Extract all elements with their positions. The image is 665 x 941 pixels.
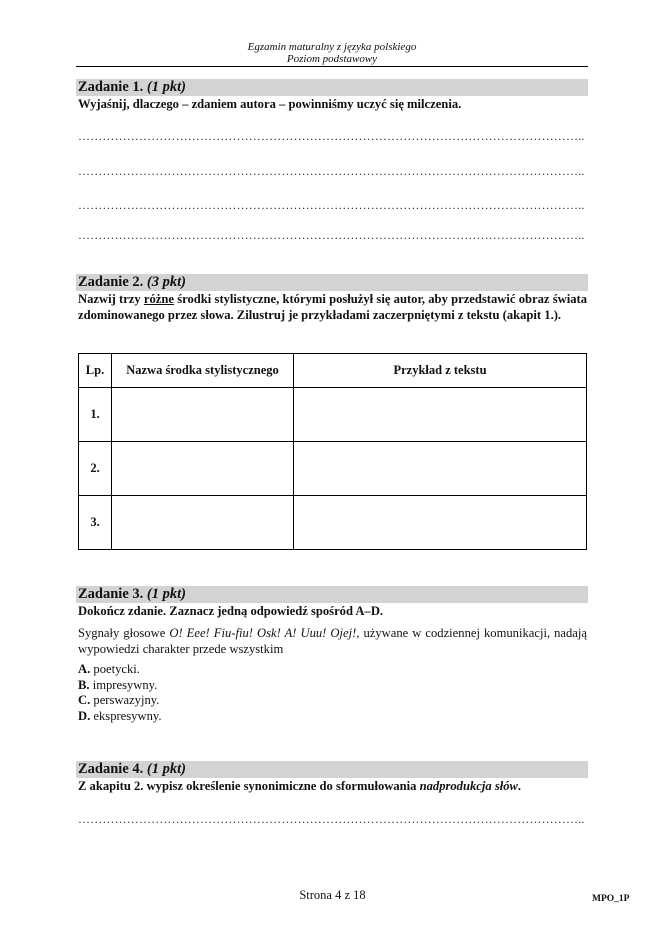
exam-title: Egzamin maturalny z języka polskiego: [247, 41, 417, 53]
text-quote: O! Eee! Fiu-fiu! Osk! A! Uuu! Ojej!: [169, 626, 357, 640]
row-number: 2.: [79, 442, 112, 496]
option-letter: C.: [78, 693, 91, 707]
instruction-text: środki stylistyczne, którymi posłużył się autor, aby przedstawić obraz świata zdominowanego przez słowa. Zilustruj je przykładami zaczerpniętymi z tekstu (akapit 1.).: [78, 292, 587, 322]
option-letter: D.: [78, 708, 91, 723]
column-header-example: Przykład z tekstu: [294, 354, 587, 388]
column-header-lp: Lp.: [79, 354, 112, 388]
exam-header: [76, 41, 588, 65]
task-1-points: (1 pkt): [146, 79, 186, 95]
example-cell[interactable]: [294, 442, 587, 496]
task-1-title: Zadanie 1.: [78, 79, 144, 95]
task-2-points: (3 pkt): [146, 274, 186, 290]
row-number: 3.: [79, 496, 112, 550]
task-4-title: Zadanie 4.: [78, 761, 144, 777]
option-text: poetycki.: [93, 662, 140, 676]
table-header-row: [79, 354, 587, 388]
answer-line[interactable]: ……………………………………………………………………………………………………………..: [78, 199, 585, 211]
device-name-cell[interactable]: [112, 496, 294, 550]
instruction-text: .: [517, 779, 522, 793]
instruction-emphasis: różne: [143, 292, 174, 306]
answer-line[interactable]: ……………………………………………………………………………………………………………..: [78, 229, 585, 241]
instruction-text: Z akapitu 2. wypisz określenie synonimiczne do sformułowania: [78, 779, 420, 793]
example-cell[interactable]: [294, 496, 587, 550]
table-row: [79, 442, 587, 496]
example-cell[interactable]: [294, 388, 587, 442]
task-3-instruction: Dokończ zdanie. Zaznacz jedną odpowiedź spośród A–D.: [78, 604, 384, 618]
text-segment: Sygnały głosowe: [78, 626, 170, 640]
answer-line[interactable]: ……………………………………………………………………………………………………………..: [78, 165, 585, 177]
device-name-cell[interactable]: [112, 388, 294, 442]
answer-table: [78, 353, 587, 550]
row-number: 1.: [79, 388, 112, 442]
option-d[interactable]: [78, 709, 162, 725]
column-header-device: Nazwa środka stylistycznego: [112, 354, 294, 388]
page-number: Strona 4 z 18: [299, 888, 366, 902]
task-1-instruction: Wyjaśnij, dlaczego – zdaniem autora – powinniśmy uczyć się milczenia.: [78, 97, 462, 111]
task-3-title: Zadanie 3.: [78, 586, 144, 602]
table-row: [79, 388, 587, 442]
option-b[interactable]: [78, 678, 162, 694]
task-3-points: (1 pkt): [146, 586, 186, 602]
answer-line[interactable]: ……………………………………………………………………………………………………………..: [78, 813, 585, 825]
option-letter: A.: [78, 662, 91, 676]
table-row: [79, 496, 587, 550]
header-divider: [76, 66, 588, 67]
task-4-instruction: [78, 779, 587, 795]
task-2-instruction: [78, 292, 587, 323]
task-2-title: Zadanie 2.: [78, 274, 144, 290]
task-4-points: (1 pkt): [146, 761, 186, 777]
option-text: ekspresywny.: [93, 708, 162, 723]
task-2-heading: [76, 274, 588, 291]
task-3-heading: [76, 586, 588, 603]
option-text: impresywny.: [92, 677, 158, 692]
text-segment: , używane w codziennej komunikacji, nadają wypowiedzi charakter przede wszystkim: [78, 626, 587, 656]
exam-code: MPO_1P: [592, 894, 630, 904]
option-text: perswazyjny.: [93, 693, 160, 707]
option-c[interactable]: [78, 693, 162, 709]
option-a[interactable]: [78, 662, 162, 678]
exam-level: Poziom podstawowy: [286, 53, 378, 65]
answer-options: [78, 662, 162, 724]
instruction-phrase: nadprodukcja słów: [419, 779, 518, 793]
answer-line[interactable]: ……………………………………………………………………………………………………………..: [78, 130, 585, 142]
task-1-heading: [76, 79, 588, 96]
device-name-cell[interactable]: [112, 442, 294, 496]
instruction-text: Nazwij trzy: [78, 292, 144, 306]
task-4-heading: [76, 761, 588, 778]
task-3-text: [78, 626, 587, 657]
option-letter: B.: [78, 677, 90, 692]
